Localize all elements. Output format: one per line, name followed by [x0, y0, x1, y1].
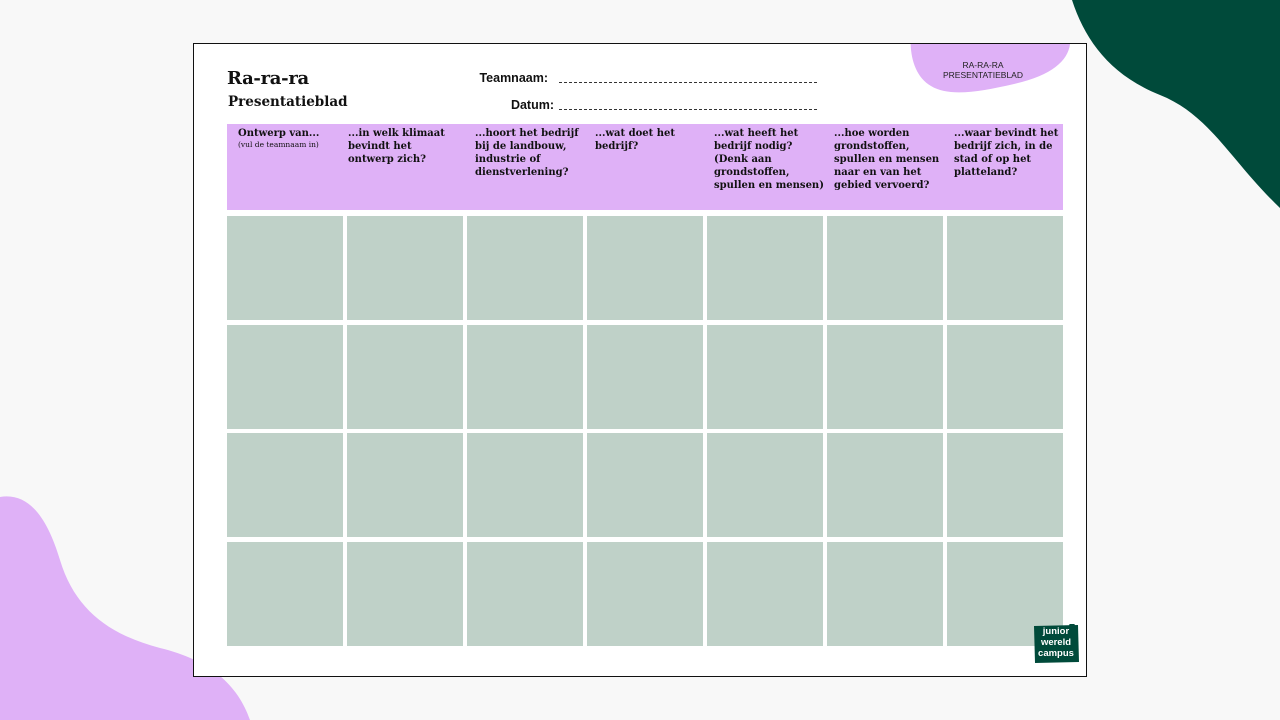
column-header-2 — [348, 127, 458, 166]
junior-wereld-campus-logo — [1032, 624, 1080, 664]
corner-tag-line-1: RA-RA-RA — [962, 60, 1004, 70]
green-blob — [1072, 0, 1280, 208]
datum-label: Datum: — [510, 98, 554, 112]
answer-cell[interactable] — [227, 325, 343, 429]
corner-tag — [909, 43, 1071, 104]
column-header-5 — [714, 127, 824, 192]
column-heading: ...hoe worden grondstoffen, spullen en mensen naar en van het gebied vervoerd? — [834, 128, 940, 191]
answer-cell[interactable] — [827, 216, 943, 320]
column-heading: ...wat doet het bedrijf? — [595, 128, 676, 152]
datum-line[interactable] — [559, 109, 817, 110]
column-header-1 — [238, 127, 348, 149]
sheet-title: Ra-ra-ra — [227, 68, 309, 89]
column-heading: ...waar bevindt het bedrijf zich, in de stad of op het platteland? — [954, 128, 1059, 178]
answer-cell[interactable] — [827, 325, 943, 429]
answer-cell[interactable] — [947, 216, 1063, 320]
corner-tag-line-2: PRESENTATIEBLAD — [943, 70, 1023, 80]
answer-cell[interactable] — [707, 433, 823, 537]
column-header-3 — [475, 127, 585, 179]
answer-cell[interactable] — [467, 216, 583, 320]
column-heading: Ontwerp van... — [238, 128, 320, 139]
corner-tag-text — [909, 60, 1057, 80]
answer-cell[interactable] — [587, 216, 703, 320]
teamnaam-label: Teamnaam: — [479, 71, 548, 85]
teamnaam-line[interactable] — [559, 82, 817, 83]
answer-cell[interactable] — [347, 542, 463, 646]
answer-cell[interactable] — [587, 325, 703, 429]
presentation-sheet — [193, 43, 1087, 677]
column-header-6 — [834, 127, 944, 192]
column-header-band — [227, 124, 1063, 210]
answer-cell[interactable] — [227, 216, 343, 320]
column-note: (vul de teamnaam in) — [238, 140, 319, 149]
answer-cell[interactable] — [347, 433, 463, 537]
datum-field[interactable] — [472, 98, 817, 112]
answer-cell[interactable] — [707, 325, 823, 429]
answer-cell[interactable] — [347, 325, 463, 429]
teamnaam-field[interactable] — [472, 71, 817, 85]
logo-line-2: wereld — [1040, 637, 1072, 648]
column-heading: ...in welk klimaat bevindt het ontwerp zich? — [348, 128, 445, 165]
logo-line-3: campus — [1038, 648, 1074, 659]
column-heading: ...hoort het bedrijf bij de landbouw, industrie of dienstverlening? — [475, 128, 579, 178]
answer-cell[interactable] — [947, 433, 1063, 537]
answer-cell[interactable] — [587, 542, 703, 646]
column-heading: ...wat heeft het bedrijf nodig? (Denk aan grondstoffen, spullen en mensen) — [714, 128, 824, 191]
answer-cell[interactable] — [827, 542, 943, 646]
answer-cell[interactable] — [227, 433, 343, 537]
answer-cell[interactable] — [587, 433, 703, 537]
answer-cell[interactable] — [467, 325, 583, 429]
answer-cell[interactable] — [467, 542, 583, 646]
answer-cell[interactable] — [827, 433, 943, 537]
answer-cell[interactable] — [707, 542, 823, 646]
answer-cell[interactable] — [707, 216, 823, 320]
column-header-7 — [954, 127, 1064, 179]
column-header-4 — [595, 127, 705, 153]
answer-cell[interactable] — [947, 325, 1063, 429]
answer-cell[interactable] — [347, 216, 463, 320]
answer-cell[interactable] — [467, 433, 583, 537]
answer-cell[interactable] — [227, 542, 343, 646]
logo-line-1: junior — [1042, 626, 1070, 637]
sheet-subtitle: Presentatieblad — [228, 94, 348, 110]
